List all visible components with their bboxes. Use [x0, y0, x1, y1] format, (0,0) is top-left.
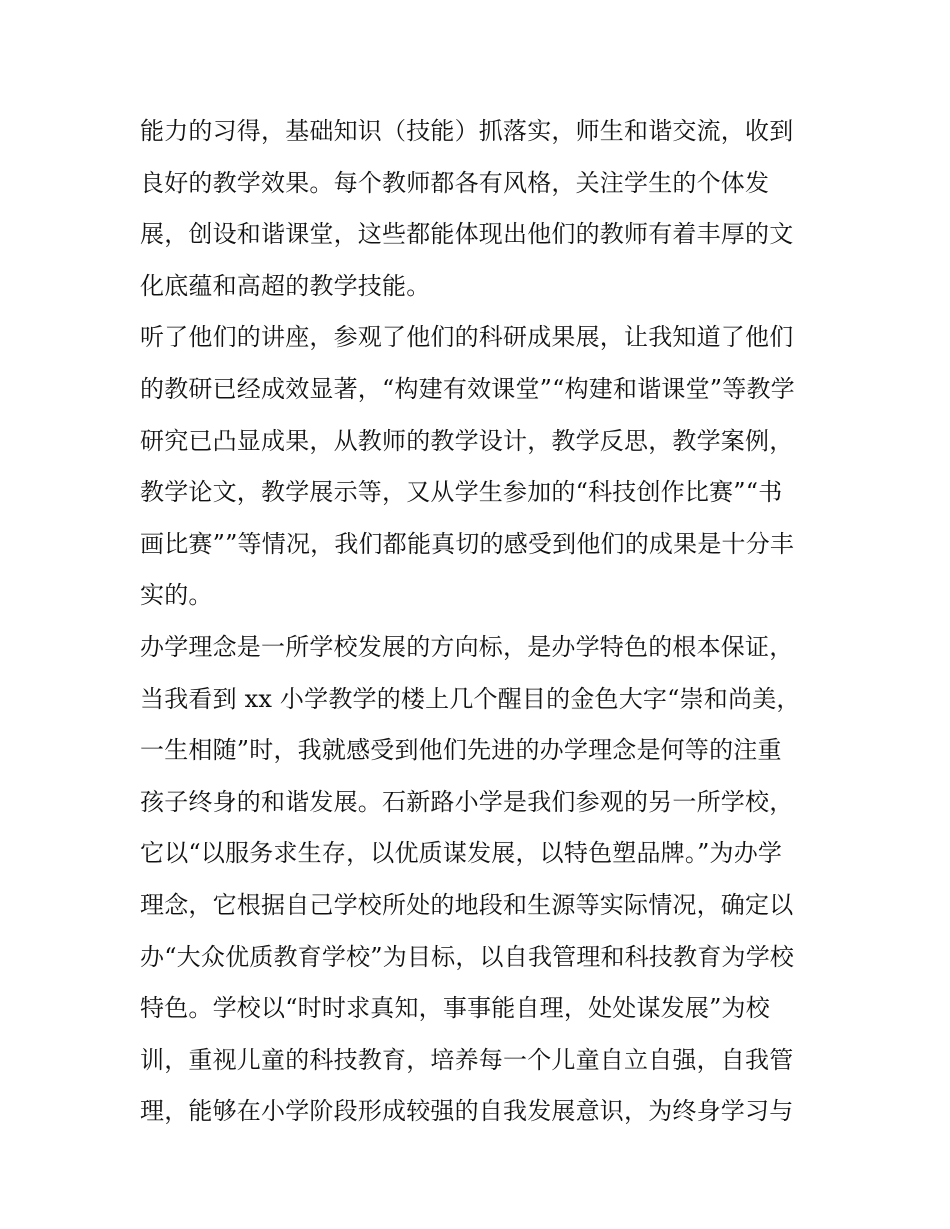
text-line: 办“大众优质教育学校”为目标，以自我管理和科技教育为学校 — [140, 942, 795, 971]
text-line: 画比赛””等情况，我们都能真切的感受到他们的成果是十分丰 — [140, 529, 795, 558]
text-line: 的教研已经成效显著，“构建有效课堂”“构建和谐课堂”等教学 — [140, 374, 795, 403]
text-line: 特色。学校以“时时求真知，事事能自理，处处谋发展”为校 — [140, 994, 770, 1023]
text-line: 一生相随”时，我就感受到他们先进的办学理念是何等的注重 — [140, 736, 782, 765]
text-line: 教学论文，教学展示等，又从学生参加的“科技创作比赛”“书 — [140, 478, 783, 507]
text-line: 良好的教学效果。每个教师都各有风格，关注学生的个体发 — [140, 168, 770, 197]
document-body — [140, 106, 820, 1138]
text-line: 展，创设和谐课堂，这些都能体现出他们的教师有着丰厚的文 — [140, 220, 794, 249]
text-line: 研究已凸显成果，从教师的教学设计，教学反思，教学案例， — [140, 426, 794, 455]
text-line: 能力的习得，基础知识（技能）抓落实，师生和谐交流，收到 — [140, 117, 794, 145]
text-line: 当我看到 xx 小学教学的楼上几个醒目的金色大字“崇和尚美， — [140, 684, 801, 713]
text-line: 办学理念是一所学校发展的方向标，是办学特色的根本保证， — [140, 632, 794, 661]
text-line: 听了他们的讲座，参观了他们的科研成果展，让我知道了他们 — [140, 323, 794, 352]
text-line: 它以“以服务求生存，以优质谋发展，以特色塑品牌。”为办学 — [140, 839, 783, 868]
text-line: 理，能够在小学阶段形成较强的自我发展意识，为终身学习与 — [140, 1097, 794, 1126]
text-line: 训，重视儿童的科技教育，培养每一个儿童自立自强，自我管 — [140, 1045, 794, 1074]
text-line: 化底蕴和高超的教学技能。 — [140, 271, 431, 300]
text-line: 理念，它根据自己学校所处的地段和生源等实际情况，确定以 — [140, 890, 794, 919]
text-line: 孩子终身的和谐发展。石新路小学是我们参观的另一所学校， — [140, 787, 794, 816]
text-line: 实的。 — [140, 581, 213, 610]
